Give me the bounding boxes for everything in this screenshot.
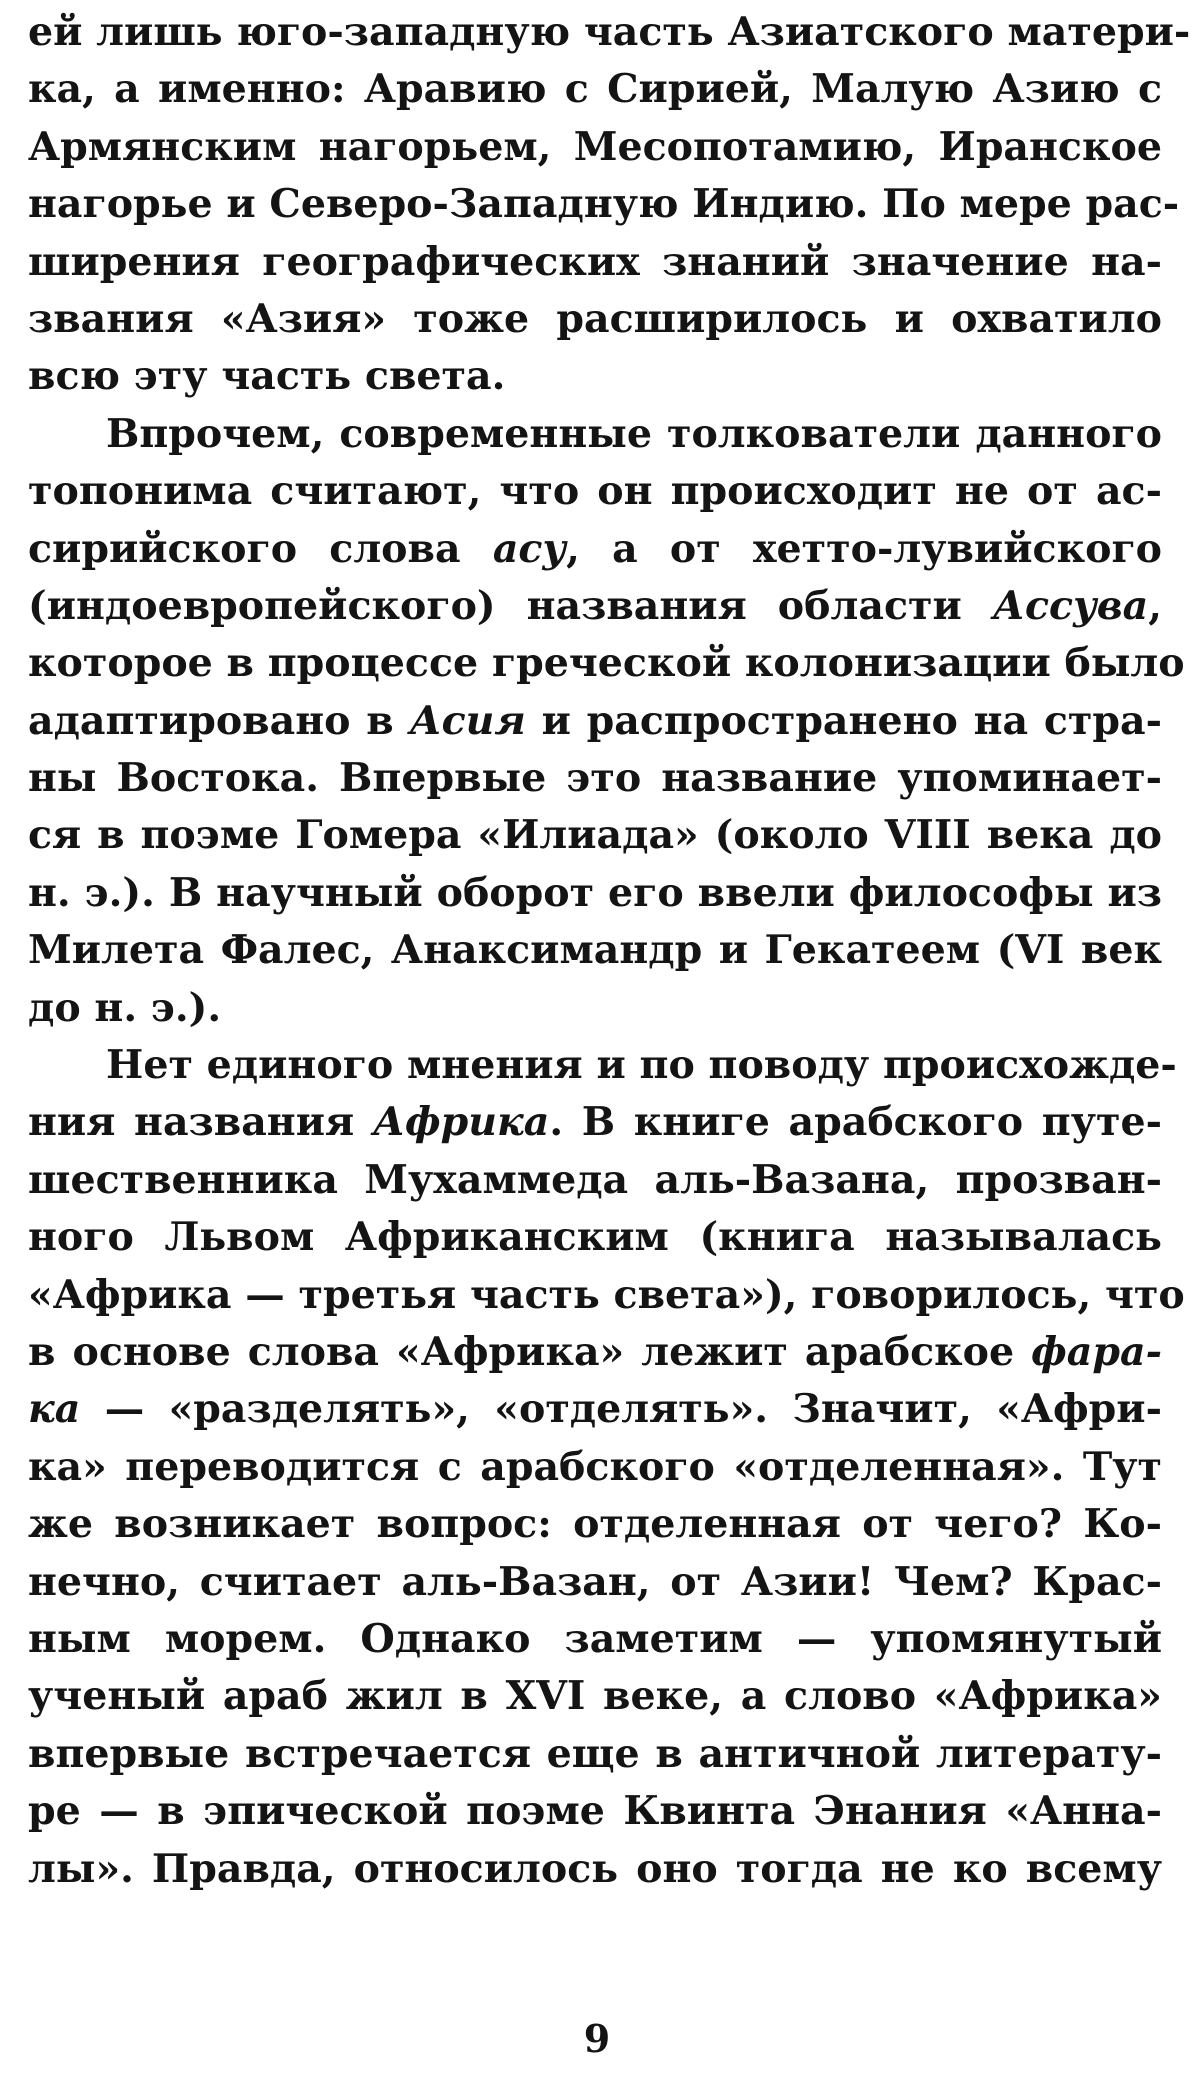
text-line <box>28 521 1162 578</box>
text-run: Армянским нагорьем, Месопотамию, Иранское <box>28 123 1162 170</box>
text-line <box>28 291 1162 348</box>
text-line <box>28 922 1162 979</box>
page-text <box>28 4 1191 1898</box>
italic-term: асу <box>492 525 567 572</box>
text-line <box>28 176 1180 233</box>
text-run: (индоевропейского) названия области <box>28 582 993 629</box>
text-run: ей лишь юго-западную часть Азиатского матери- <box>28 9 1191 55</box>
text-run: до н. э.). <box>28 984 222 1031</box>
text-run: которое в процессе греческой колонизации было <box>28 640 1185 687</box>
text-run: же возникает вопрос: отделенная от чего? Ко- <box>28 1501 1162 1548</box>
text-run: шественника Мухаммеда аль-Вазана, прозван- <box>28 1156 1162 1203</box>
text-run: ре — в эпической поэме Квинта Энания «Анна- <box>28 1788 1162 1835</box>
text-line <box>28 980 1162 1037</box>
paragraph <box>28 406 1185 1037</box>
text-run: ным морем. Однако заметим — упомянутый <box>28 1615 1162 1662</box>
text-line <box>28 348 1162 405</box>
text-run: и распространено на стра- <box>525 697 1162 744</box>
text-line <box>28 1152 1162 1209</box>
text-run: Впрочем, современные толкователи данного <box>106 410 1162 457</box>
text-run: нечно, считает аль-Вазан, от Азии! Чем? Крас- <box>28 1558 1162 1605</box>
text-run: , <box>1148 582 1162 629</box>
text-line <box>28 1324 1162 1381</box>
text-run: «Африка — третья часть света»), говорилось, что <box>28 1271 1185 1318</box>
text-line <box>28 1267 1185 1324</box>
text-run: Милета Фалес, Анаксимандр и Гекатеем (VI век <box>28 927 1162 974</box>
text-run: ны Востока. Впервые это название упоминает- <box>28 755 1162 802</box>
italic-term: фара- <box>1031 1328 1162 1375</box>
text-run: всю эту часть света. <box>28 353 506 400</box>
text-line <box>28 1381 1162 1438</box>
text-line <box>28 1094 1162 1151</box>
text-run: ученый араб жил в XVI веке, а слово «Африка» <box>28 1673 1162 1720</box>
text-line <box>28 1668 1162 1725</box>
text-line <box>28 1037 1177 1094</box>
text-line <box>28 635 1185 692</box>
text-line <box>28 865 1162 922</box>
text-run: ка» переводится с арабского «отделенная». Тут <box>28 1443 1162 1490</box>
text-run: Нет единого мнения и по поводу происхожде- <box>106 1042 1177 1089</box>
text-run: звания «Азия» тоже расширилось и охватило <box>28 295 1162 342</box>
italic-term: Африка <box>372 1099 550 1146</box>
page-number: 9 <box>583 2016 611 2061</box>
text-line <box>28 578 1162 635</box>
text-line <box>28 1439 1162 1496</box>
text-line <box>28 463 1162 520</box>
text-line <box>28 750 1162 807</box>
text-run: нагорье и Северо-Западную Индию. По мере рас- <box>28 181 1180 228</box>
text-run: в основе слова «Африка» лежит арабское <box>28 1328 1032 1375</box>
text-run: ся в поэме Гомера «Илиада» (около VIII века до <box>28 812 1162 859</box>
italic-term: Ассува <box>992 582 1149 629</box>
text-run: впервые встречается еще в античной литерату- <box>28 1730 1162 1777</box>
text-run: ния названия <box>28 1099 373 1146</box>
text-line <box>28 693 1162 750</box>
text-line <box>28 1783 1162 1840</box>
text-line <box>28 1554 1162 1611</box>
italic-term: Асия <box>409 697 526 744</box>
italic-term: ка <box>28 1386 81 1433</box>
text-run: ширения географических знаний значение на- <box>28 238 1162 285</box>
text-line <box>28 1841 1162 1898</box>
text-line <box>28 234 1162 291</box>
text-line <box>28 119 1162 176</box>
text-run: , а от хетто-лувийского <box>566 525 1163 572</box>
text-run: лы». Правда, относилось оно тогда не ко всему <box>28 1845 1162 1892</box>
text-run: адаптировано в <box>28 697 410 744</box>
text-line <box>28 1726 1162 1783</box>
text-line <box>28 61 1162 118</box>
text-run: — «разделять», «отделять». Значит, «Афри- <box>80 1386 1162 1433</box>
text-line <box>28 1209 1162 1266</box>
text-line <box>28 4 1191 61</box>
paragraph <box>28 4 1191 406</box>
text-run: топонима считают, что он происходит не от ас- <box>28 468 1162 515</box>
text-line <box>28 406 1162 463</box>
paragraph <box>28 1037 1185 1898</box>
text-line <box>28 1496 1162 1553</box>
text-line <box>28 807 1162 864</box>
text-run: н. э.). В научный оборот его ввели философы из <box>28 869 1162 916</box>
text-run: ного Львом Африканским (книга называлась <box>28 1214 1162 1261</box>
text-run: . В книге арабского путе- <box>549 1099 1162 1146</box>
text-run: сирийского слова <box>28 525 493 572</box>
text-line <box>28 1611 1162 1668</box>
text-run: ка, а именно: Аравию с Сирией, Малую Азию с <box>28 66 1162 113</box>
